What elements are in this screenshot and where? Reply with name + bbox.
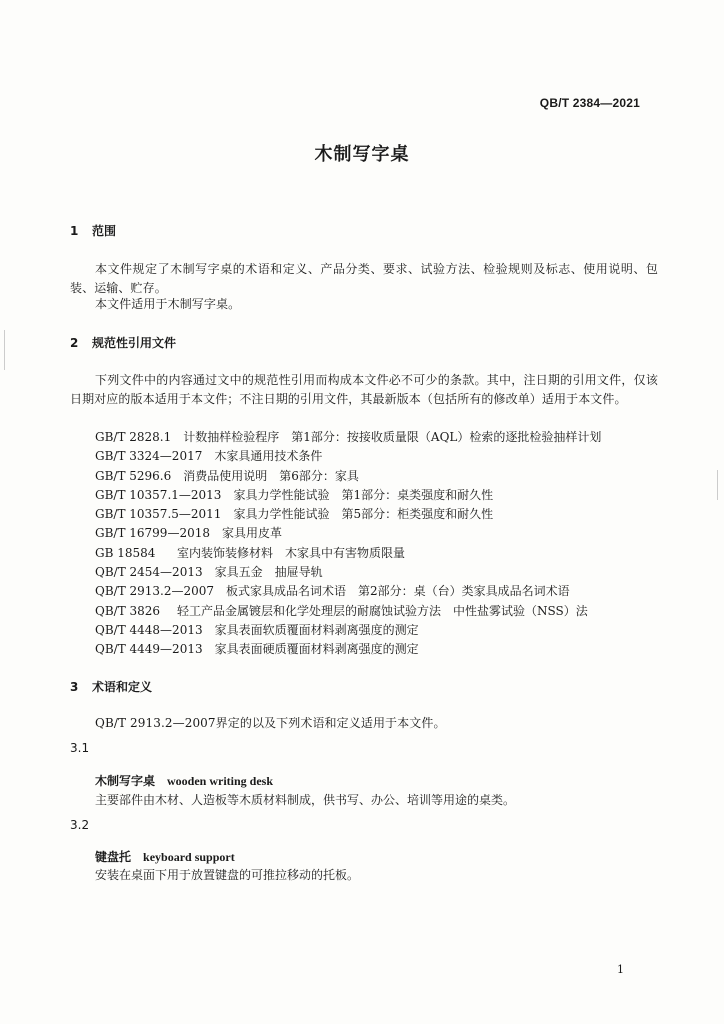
- section-1-heading: [70, 222, 116, 239]
- section-title: 范围: [92, 224, 117, 238]
- reference-code: GB/T 2828.1: [95, 430, 172, 444]
- reference-item: [95, 602, 601, 621]
- reference-item: [95, 582, 601, 601]
- reference-code: QB/T 4449—2013: [95, 642, 203, 657]
- reference-item: [95, 621, 601, 640]
- reference-title: 家具力学性能试验 第5部分：柜类强度和耐久性: [233, 507, 494, 522]
- term-en: keyboard support: [143, 850, 235, 864]
- reference-title: 板式家具成品名词术语 第2部分：桌（台）类家具成品名词术语: [226, 584, 570, 599]
- section-number: 2: [70, 336, 79, 350]
- section-number: 3: [70, 680, 79, 694]
- term-definition: 主要部件由木材、人造板等木质材料制成，供书写、办公、培训等用途的桌类。: [95, 793, 516, 807]
- document-title: 木制写字桌: [314, 144, 410, 165]
- reference-item: [95, 428, 601, 447]
- reference-item: [95, 544, 601, 563]
- term-en: wooden writing desk: [167, 774, 274, 788]
- section-2-heading: [70, 334, 176, 351]
- reference-title: 轻工产品金属镀层和化学处理层的耐腐蚀试验方法 中性盐雾试验（NSS）法: [177, 603, 588, 618]
- reference-code: QB/T 3826: [95, 603, 161, 618]
- term-heading: [95, 772, 273, 789]
- reference-title: 计数抽样检验程序 第1部分：按接收质量限（AQL）检索的逐批检验抽样计划: [183, 430, 602, 444]
- reference-code: GB 18584: [95, 545, 156, 560]
- reference-title: 家具力学性能试验 第1部分：桌类强度和耐久性: [233, 487, 494, 502]
- reference-code: QB/T 2454—2013: [95, 565, 203, 580]
- reference-item: [95, 640, 601, 659]
- page-number: 1: [617, 963, 624, 976]
- reference-title: 家具五金 抽屉导轨: [214, 565, 323, 580]
- scan-mark-right: [717, 470, 718, 500]
- term-definition: 安装在桌面下用于放置键盘的可推拉移动的托板。: [95, 868, 360, 882]
- section-number: 1: [70, 224, 79, 238]
- section-3-intro: QB/T 2913.2—2007界定的以及下列术语和定义适用于本文件。: [95, 716, 446, 730]
- section-2-intro: 下列文件中的内容通过文中的规范性引用而构成本文件必不可少的条款。其中，注日期的引用文件，仅该日期对应的版本适用于本文件；不注日期的引用文件，其最新版本（包括所有的修改单）适用于本文件。: [70, 373, 658, 406]
- reference-item: [95, 447, 601, 466]
- reference-title: 家具用皮革: [221, 526, 282, 541]
- reference-code: GB/T 16799—2018: [95, 526, 210, 541]
- reference-item: [95, 524, 601, 543]
- reference-item: [95, 486, 601, 505]
- scan-mark-left: [4, 330, 5, 370]
- reference-title: 室内装饰装修材料 木家具中有害物质限量: [177, 545, 406, 560]
- reference-code: GB/T 3324—2017: [95, 449, 203, 464]
- clause-number: 3.1: [70, 741, 90, 755]
- section-1-paragraph-1: 本文件规定了木制写字桌的术语和定义、产品分类、要求、试验方法、检验规则及标志、使用说明、包装、运输、贮存。: [70, 262, 658, 295]
- reference-list: [95, 428, 601, 660]
- standard-code: QB/T 2384—2021: [539, 96, 640, 110]
- term-heading: [95, 848, 235, 865]
- reference-title: 家具表面软质覆面材料剥离强度的测定: [214, 622, 419, 637]
- reference-code: GB/T 10357.5—2011: [95, 507, 222, 522]
- section-title: 术语和定义: [92, 680, 153, 694]
- reference-code: QB/T 2913.2—2007: [95, 584, 215, 599]
- section-title: 规范性引用文件: [92, 336, 177, 350]
- term-zh: 木制写字桌: [95, 774, 156, 788]
- reference-item: [95, 505, 601, 524]
- reference-item: [95, 563, 601, 582]
- section-3-heading: [70, 678, 152, 695]
- reference-title: 消费品使用说明 第6部分：家具: [183, 468, 359, 483]
- reference-title: 家具表面硬质覆面材料剥离强度的测定: [214, 642, 419, 657]
- reference-code: QB/T 4448—2013: [95, 622, 203, 637]
- clause-number: 3.2: [70, 818, 90, 832]
- reference-code: GB/T 5296.6: [95, 468, 172, 483]
- term-zh: 键盘托: [95, 850, 132, 864]
- reference-item: [95, 467, 601, 486]
- section-1-paragraph-2: 本文件适用于木制写字桌。: [95, 297, 241, 311]
- reference-title: 木家具通用技术条件: [214, 449, 323, 464]
- reference-code: GB/T 10357.1—2013: [95, 487, 222, 502]
